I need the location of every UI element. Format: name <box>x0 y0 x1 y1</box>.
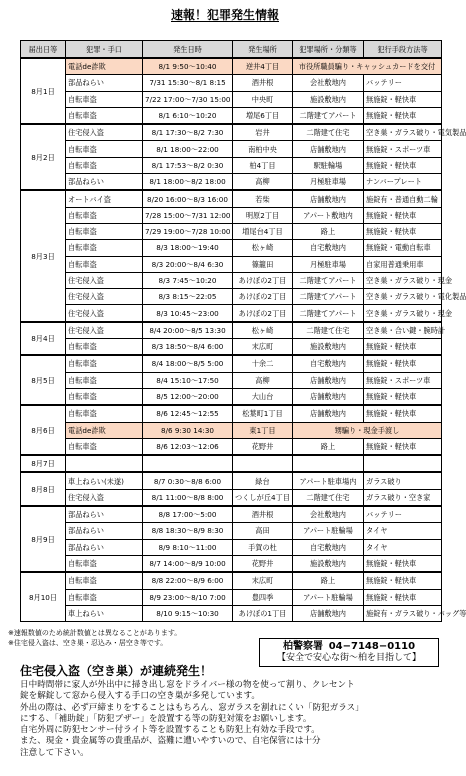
occurrence-time: 8/8 17:00〜5:00 <box>143 506 233 523</box>
alert-line: 外出の際は、必ず戸締まりをすることはもちろん、窓ガラスを割れにくい「防犯ガラス」 <box>20 702 364 713</box>
occurrence-time: 7/28 15:00〜7/31 12:00 <box>143 207 233 223</box>
site-category: アパート敷地内 <box>293 207 364 223</box>
method-detail: ガラス破り・空き家 <box>364 489 442 506</box>
table-row <box>21 555 442 572</box>
site-category: 店舗敷地内 <box>293 190 364 207</box>
crime-type: 電話de詐欺 <box>66 422 143 438</box>
method-detail: 無施錠・軽快車 <box>364 405 442 422</box>
occurrence-place: 中央町 <box>233 91 293 107</box>
report-date: 8月7日 <box>21 455 66 472</box>
occurrence-time: 8/3 18:00〜19:40 <box>143 240 233 256</box>
occurrence-place: あけぼの1丁目 <box>233 605 293 621</box>
table-row <box>21 256 442 272</box>
table-row <box>21 124 442 141</box>
crime-type: 部品ねらい <box>66 75 143 91</box>
method-detail: 無施錠・軽快車 <box>364 355 442 372</box>
occurrence-place: 酒井根 <box>233 506 293 523</box>
occurrence-time: 8/1 17:53〜8/2 0:30 <box>143 157 233 173</box>
site-category: 月極駐車場 <box>293 174 364 191</box>
table-row <box>21 422 442 438</box>
crime-type: 部品ねらい <box>66 539 143 555</box>
site-category: 二階建てアパート <box>293 289 364 305</box>
table-row <box>21 141 442 157</box>
crime-type <box>66 455 143 472</box>
occurrence-time: 8/10 9:15〜10:30 <box>143 605 233 621</box>
occurrence-time: 8/20 16:00〜8/3 16:00 <box>143 190 233 207</box>
occurrence-time <box>143 455 233 472</box>
site-category: 月極駐車場 <box>293 256 364 272</box>
crime-type: 部品ねらい <box>66 506 143 523</box>
table-row <box>21 207 442 223</box>
crime-type: 自転車盗 <box>66 589 143 605</box>
method-detail: 無施錠・軽快車 <box>364 157 442 173</box>
report-date: 8月3日 <box>21 190 66 321</box>
crime-table <box>20 40 466 622</box>
method-detail: 自家用普通乗用車 <box>364 256 442 272</box>
occurrence-time: 8/6 9:30 14:30 <box>143 422 233 438</box>
alert-line: にする、「補助錠」「防犯ブザー」を設置する等の防犯対策をお願いします。 <box>20 713 312 724</box>
crime-type: 自転車盗 <box>66 157 143 173</box>
site-category: 路上 <box>293 572 364 589</box>
header-place: 発生場所 <box>233 41 293 59</box>
occurrence-time: 8/7 0:30〜8/8 6:00 <box>143 472 233 489</box>
occurrence-place: 手賀の杜 <box>233 539 293 555</box>
occurrence-time: 8/3 8:15〜22:05 <box>143 289 233 305</box>
table-row <box>21 355 442 372</box>
report-date: 8月9日 <box>21 506 66 572</box>
site-category: 店舗敷地内 <box>293 372 364 388</box>
occurrence-time: 7/22 17:00〜7/30 15:00 <box>143 91 233 107</box>
method-detail: 無施錠・軽快車 <box>364 339 442 356</box>
site-category: 二階建てアパート <box>293 107 364 124</box>
method-detail: 無施錠・軽快車 <box>364 107 442 124</box>
site-detail: 市役所職員騙り・キャッシュカードを交付 <box>293 58 442 75</box>
occurrence-place: 高柳 <box>233 174 293 191</box>
method-detail: 無施錠・軽快車 <box>364 572 442 589</box>
report-date: 8月1日 <box>21 58 66 124</box>
occurrence-time: 8/3 18:50〜8/4 6:00 <box>143 339 233 356</box>
header-method: 犯行手段方法等 <box>364 41 442 59</box>
table-row <box>21 107 442 124</box>
method-detail: ナンバープレート <box>364 174 442 191</box>
site-category: 二階建て住宅 <box>293 489 364 506</box>
occurrence-time: 8/9 8:10〜11:00 <box>143 539 233 555</box>
alert-title: 住宅侵入盗（空き巣）が連続発生！ <box>20 664 213 678</box>
crime-type: 住宅侵入盗 <box>66 489 143 506</box>
occurrence-time: 8/6 12:45〜12:55 <box>143 405 233 422</box>
occurrence-place: 花野井 <box>233 438 293 455</box>
occurrence-time: 8/9 23:00〜8/10 7:00 <box>143 589 233 605</box>
occurrence-time: 8/1 18:00〜22:00 <box>143 141 233 157</box>
crime-type: 自転車盗 <box>66 240 143 256</box>
occurrence-place: 南柏中央 <box>233 141 293 157</box>
table-row <box>21 572 442 589</box>
occurrence-time: 8/7 14:00〜8/9 10:00 <box>143 555 233 572</box>
occurrence-place: あけぼの2丁目 <box>233 272 293 288</box>
crime-type: 自転車盗 <box>66 141 143 157</box>
occurrence-time: 8/8 18:30〜8/9 8:30 <box>143 523 233 539</box>
occurrence-time: 8/8 22:00〜8/9 6:00 <box>143 572 233 589</box>
method-detail: 無施錠・電動自転車 <box>364 240 442 256</box>
occurrence-time: 7/31 15:30〜8/1 8:15 <box>143 75 233 91</box>
occurrence-place: 高田 <box>233 523 293 539</box>
occurrence-time: 8/1 11:00〜8/8 8:00 <box>143 489 233 506</box>
table-row <box>21 272 442 288</box>
occurrence-time: 8/1 17:30〜8/2 7:30 <box>143 124 233 141</box>
report-date: 8月6日 <box>21 405 66 455</box>
crime-type: 自転車盗 <box>66 91 143 107</box>
table-row <box>21 157 442 173</box>
police-slogan: 【安全で安心な街〜柏を目指して】 <box>276 653 421 663</box>
table-row <box>21 190 442 207</box>
occurrence-place: 豊四季 <box>233 589 293 605</box>
occurrence-place: 松葉町1丁目 <box>233 405 293 422</box>
site-category: 路上 <box>293 223 364 239</box>
method-detail: 施錠有・ガラス破り・バッグ等 <box>364 605 442 621</box>
occurrence-place: 若柴 <box>233 190 293 207</box>
method-detail: 空き巣・ガラス破り・現金 <box>364 305 442 322</box>
crime-type: 自転車盗 <box>66 405 143 422</box>
occurrence-time: 8/3 20:00〜8/4 6:30 <box>143 256 233 272</box>
occurrence-place: 柏4丁目 <box>233 157 293 173</box>
site-category: 店舗敷地内 <box>293 388 364 405</box>
crime-type: オートバイ盗 <box>66 190 143 207</box>
crime-type: 自転車盗 <box>66 372 143 388</box>
site-category: アパート駐車場内 <box>293 472 364 489</box>
occurrence-place: 篠籠田 <box>233 256 293 272</box>
table-row <box>21 339 442 356</box>
police-name: 柏警察署 <box>282 641 323 652</box>
site-category: 施設敷地内 <box>293 555 364 572</box>
occurrence-time: 8/4 15:10〜17:50 <box>143 372 233 388</box>
occurrence-time: 8/1 18:00〜8/2 18:00 <box>143 174 233 191</box>
table-row <box>21 289 442 305</box>
table-row <box>21 605 442 621</box>
site-category: 路上 <box>293 438 364 455</box>
header-crime-type: 犯罪・手口 <box>66 41 143 59</box>
crime-type: 住宅侵入盗 <box>66 289 143 305</box>
site-category: 施設敷地内 <box>293 91 364 107</box>
site-category: 駅駐輪場 <box>293 157 364 173</box>
header-time: 発生日時 <box>143 41 233 59</box>
occurrence-place: 松ヶ崎 <box>233 240 293 256</box>
alert-line: 日中時間帯に家人が外出中に掃き出し窓をドライバー様の物を使って割り、クレセント <box>20 680 355 690</box>
occurrence-place: 松ヶ崎 <box>233 322 293 339</box>
alert-line: 錠を解錠して窓から侵入する手口の空き巣が多発しています。 <box>20 691 260 702</box>
report-date: 8月5日 <box>21 355 66 405</box>
site-category: 会社敷地内 <box>293 75 364 91</box>
report-date: 8月8日 <box>21 472 66 506</box>
crime-type: 自転車盗 <box>66 572 143 589</box>
report-date: 8月4日 <box>21 322 66 356</box>
crime-type: 車上ねらい(未遂) <box>66 472 143 489</box>
table-row <box>21 523 442 539</box>
table-row <box>21 455 442 472</box>
occurrence-place: 高柳 <box>233 372 293 388</box>
method-detail: 施錠有・普通自動二輪 <box>364 190 442 207</box>
crime-type: 自転車盗 <box>66 223 143 239</box>
site-category: 施設敷地内 <box>293 339 364 356</box>
occurrence-place: 岩井 <box>233 124 293 141</box>
table-row <box>21 91 442 107</box>
alert-line: 注意して下さい。 <box>20 747 89 758</box>
occurrence-place: 花野井 <box>233 555 293 572</box>
method-detail: バッテリー <box>364 506 442 523</box>
occurrence-place: 逆井4丁目 <box>233 58 293 75</box>
occurrence-time: 8/3 10:45〜23:00 <box>143 305 233 322</box>
method-detail: タイヤ <box>364 539 442 555</box>
occurrence-time: 8/4 18:00〜8/5 5:00 <box>143 355 233 372</box>
note-line: ※速報数値のため統計数値とは異なることがあります。 <box>8 629 182 637</box>
site-category: 二階建て住宅 <box>293 124 364 141</box>
site-category: 二階建て住宅 <box>293 322 364 339</box>
alert-line: 自宅外周に防犯センサー付ライト等を設置することも防犯上有効な手段です。 <box>20 725 320 736</box>
occurrence-time: 8/4 20:00〜8/5 13:30 <box>143 322 233 339</box>
occurrence-place: つくしが丘4丁目 <box>233 489 293 506</box>
table-row <box>21 322 442 339</box>
occurrence-place: 明原2丁目 <box>233 207 293 223</box>
occurrence-time: 8/3 7:45〜10:20 <box>143 272 233 288</box>
site-category: 自宅敷地内 <box>293 539 364 555</box>
table-row <box>21 223 442 239</box>
crime-type: 住宅侵入盗 <box>66 305 143 322</box>
method-detail: 空き巣・合い鍵・腕時計 <box>364 322 442 339</box>
note-line: ※住宅侵入盗は、空き巣・忍込み・居空き等です。 <box>8 639 168 647</box>
table-row <box>21 372 442 388</box>
occurrence-place: あけぼの2丁目 <box>233 289 293 305</box>
method-detail: バッテリー <box>364 75 442 91</box>
occurrence-place: 増尾6丁目 <box>233 107 293 124</box>
occurrence-time: 8/1 9:50〜10:40 <box>143 58 233 75</box>
crime-type: 部品ねらい <box>66 523 143 539</box>
alert-body <box>20 680 440 759</box>
occurrence-place: 増尾台4丁目 <box>233 223 293 239</box>
table-row <box>21 438 442 455</box>
site-category: 自宅敷地内 <box>293 240 364 256</box>
table-body <box>21 58 466 622</box>
crime-type: 自転車盗 <box>66 339 143 356</box>
occurrence-place: あけぼの2丁目 <box>233 305 293 322</box>
method-detail: ガラス破り <box>364 472 442 489</box>
method-detail: 空き巣・ガラス破り・現金 <box>364 272 442 288</box>
report-date: 8月2日 <box>21 124 66 190</box>
method-detail: 無施錠・スポーツ車 <box>364 141 442 157</box>
method-detail: 無施錠・軽快車 <box>364 555 442 572</box>
method-detail: タイヤ <box>364 523 442 539</box>
crime-type: 自転車盗 <box>66 555 143 572</box>
crime-type: 電話de詐欺 <box>66 58 143 75</box>
site-category: 店舗敷地内 <box>293 141 364 157</box>
occurrence-time: 8/5 12:00〜20:00 <box>143 388 233 405</box>
table-row <box>21 405 442 422</box>
table-row <box>21 174 442 191</box>
method-detail <box>364 455 442 472</box>
occurrence-place: 緑台 <box>233 472 293 489</box>
crime-type: 自転車盗 <box>66 388 143 405</box>
site-category: 二階建てアパート <box>293 272 364 288</box>
method-detail: 空き巣・ガラス破り・電化製品 <box>364 289 442 305</box>
table-header-row <box>21 41 442 59</box>
occurrence-place: 大山台 <box>233 388 293 405</box>
method-detail: 無施錠・スポーツ車 <box>364 372 442 388</box>
crime-type: 車上ねらい <box>66 605 143 621</box>
table-row <box>21 58 442 75</box>
site-category: アパート駐輪場 <box>293 523 364 539</box>
police-contact-box <box>259 638 439 667</box>
crime-type: 自転車盗 <box>66 438 143 455</box>
method-detail: 無施錠・軽快車 <box>364 223 442 239</box>
crime-type: 自転車盗 <box>66 256 143 272</box>
table-row <box>21 506 442 523</box>
occurrence-place: 末広町 <box>233 572 293 589</box>
table-row <box>21 388 442 405</box>
crime-type: 自転車盗 <box>66 355 143 372</box>
notes <box>8 628 181 648</box>
crime-type: 住宅侵入盗 <box>66 322 143 339</box>
occurrence-time: 8/1 6:10〜10:20 <box>143 107 233 124</box>
page-title: 速報！犯罪発生情報 <box>170 8 279 22</box>
crime-type: 住宅侵入盗 <box>66 272 143 288</box>
table-row <box>21 489 442 506</box>
report-date: 8月10日 <box>21 572 66 621</box>
table-row <box>21 240 442 256</box>
alert-line: また、現金・貴金属等の貴重品が、盗難に遭いやすいので、自宅保管には十分 <box>20 736 321 747</box>
header-site: 犯罪場所・分類等 <box>293 41 364 59</box>
occurrence-place <box>233 455 293 472</box>
crime-type: 部品ねらい <box>66 174 143 191</box>
header-date: 届出日等 <box>21 41 66 59</box>
table-row <box>21 539 442 555</box>
occurrence-place: 東1丁目 <box>233 422 293 438</box>
site-category: 会社敷地内 <box>293 506 364 523</box>
site-category: 店舗敷地内 <box>293 605 364 621</box>
site-category <box>293 455 364 472</box>
crime-type: 自転車盗 <box>66 107 143 124</box>
site-detail: 甥騙り・現金手渡し <box>293 422 442 438</box>
occurrence-place: 酒井根 <box>233 75 293 91</box>
site-category: 店舗敷地内 <box>293 405 364 422</box>
crime-type: 自転車盗 <box>66 207 143 223</box>
occurrence-time: 7/29 19:00〜7/28 10:00 <box>143 223 233 239</box>
table-row <box>21 75 442 91</box>
site-category: アパート駐輪場 <box>293 589 364 605</box>
occurrence-place: 十余二 <box>233 355 293 372</box>
table-row <box>21 305 442 322</box>
table-row <box>21 589 442 605</box>
method-detail: 無施錠・軽快車 <box>364 207 442 223</box>
site-category: 自宅敷地内 <box>293 355 364 372</box>
method-detail: 無施錠・軽快車 <box>364 388 442 405</box>
site-category: 二階建てアパート <box>293 305 364 322</box>
method-detail: 空き巣・ガラス破り・電気製品 <box>364 124 442 141</box>
method-detail: 無施錠・軽快車 <box>364 438 442 455</box>
method-detail: 無施錠・軽快車 <box>364 91 442 107</box>
method-detail: 無施錠・軽快車 <box>364 589 442 605</box>
occurrence-place: 末広町 <box>233 339 293 356</box>
crime-type: 住宅侵入盗 <box>66 124 143 141</box>
table-row <box>21 472 442 489</box>
occurrence-time: 8/6 12:03〜12:06 <box>143 438 233 455</box>
police-phone: 04−7148−0110 <box>328 641 416 652</box>
